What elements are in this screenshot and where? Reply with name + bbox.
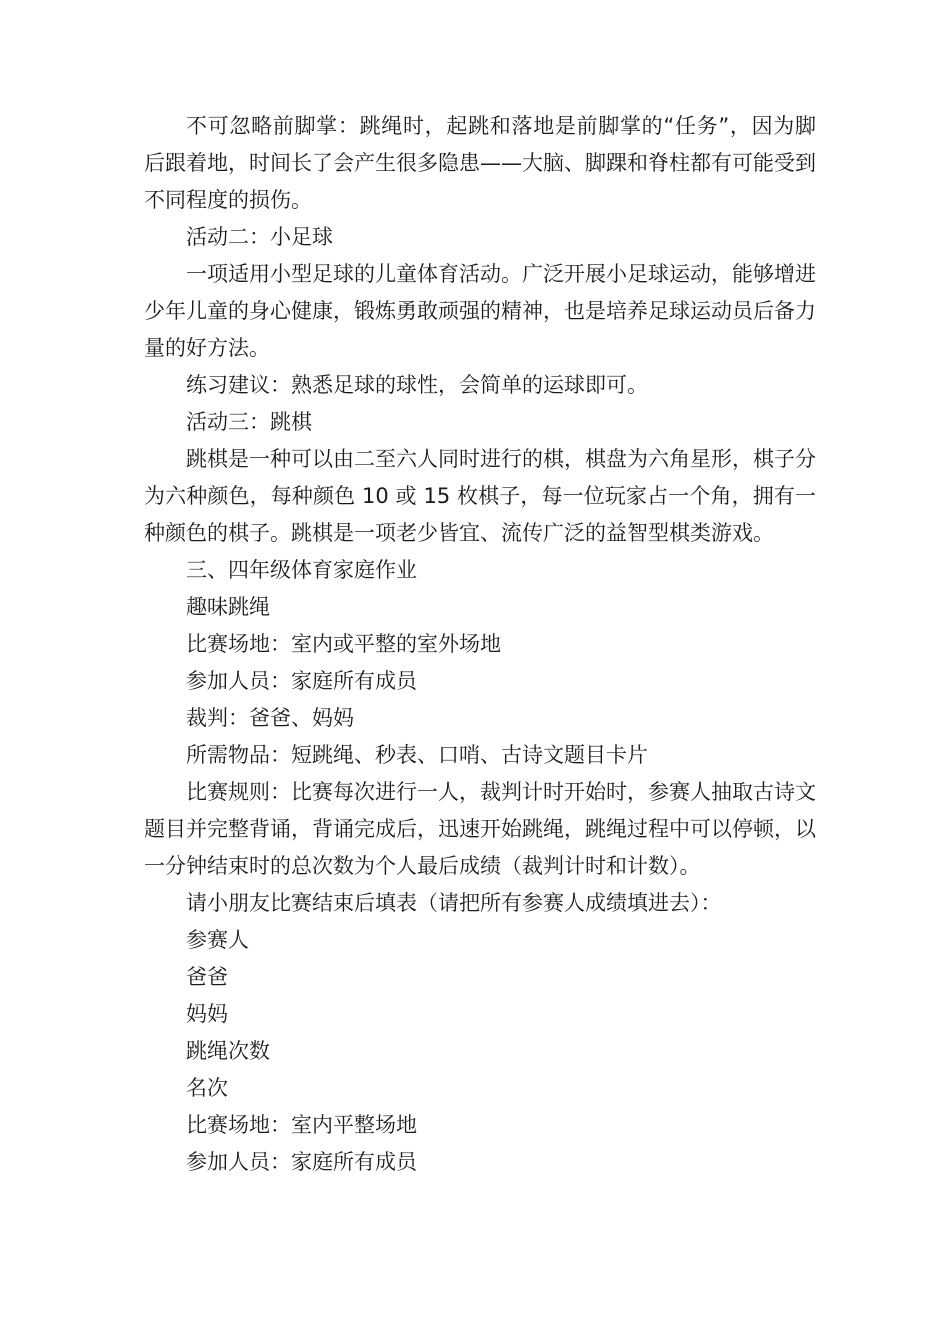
paragraph-referee: 裁判：爸爸、妈妈 xyxy=(186,706,354,730)
paragraph-rules: 比赛规则：比赛每次进行一人，裁判计时开始时，参赛人抽取古诗文题目并完整背诵，背诵完成后，迅速开始跳绳，跳绳过程中可以停顿，以一分钟结束时的总次数为个人最后成绩（裁判计时和计数）。 xyxy=(144,780,816,878)
paragraph-items-needed: 所需物品：短跳绳、秒表、口哨、古诗文题目卡片 xyxy=(186,743,648,767)
heading-fun-rope-skipping: 趣味跳绳 xyxy=(186,595,270,619)
heading-activity-three: 活动三：跳棋 xyxy=(186,410,312,434)
paragraph-forefoot-tip: 不可忽略前脚掌：跳绳时，起跳和落地是前脚掌的“任务”，因为脚后跟着地，时间长了会产生很多隐患——大脑、脚踝和脊柱都有可能受到不同程度的损伤。 xyxy=(144,114,816,212)
document-body xyxy=(144,108,816,1181)
table-label-mom: 妈妈 xyxy=(186,1002,228,1026)
heading-activity-two: 活动二：小足球 xyxy=(186,225,333,249)
table-label-rank: 名次 xyxy=(186,1076,228,1100)
paragraph-fill-form: 请小朋友比赛结束后填表（请把所有参赛人成绩填进去）： xyxy=(186,891,722,915)
paragraph-chinese-checkers: 跳棋是一种可以由二至六人同时进行的棋，棋盘为六角星形，棋子分为六种颜色，每种颜色 10 或 15 枚棋子，每一位玩家占一个角，拥有一种颜色的棋子。跳棋是一项老少皆宜、流传广泛的益智型棋类游戏。 xyxy=(144,447,816,545)
paragraph-venue-indoor: 比赛场地：室内平整场地 xyxy=(186,1113,417,1137)
paragraph-participants-repeat: 参加人员：家庭所有成员 xyxy=(186,1150,417,1174)
paragraph-football-advice: 练习建议：熟悉足球的球性，会简单的运球即可。 xyxy=(186,373,648,397)
heading-grade-three-four: 三、四年级体育家庭作业 xyxy=(186,558,417,582)
table-label-skip-count: 跳绳次数 xyxy=(186,1039,270,1063)
paragraph-venue: 比赛场地：室内或平整的室外场地 xyxy=(186,632,501,656)
table-label-dad: 爸爸 xyxy=(186,965,228,989)
paragraph-participants: 参加人员：家庭所有成员 xyxy=(186,669,417,693)
table-label-participant: 参赛人 xyxy=(186,928,249,952)
paragraph-small-football: 一项适用小型足球的儿童体育活动。广泛开展小足球运动，能够增进少年儿童的身心健康，锻炼勇敢顽强的精神，也是培养足球运动员后备力量的好方法。 xyxy=(144,262,816,360)
